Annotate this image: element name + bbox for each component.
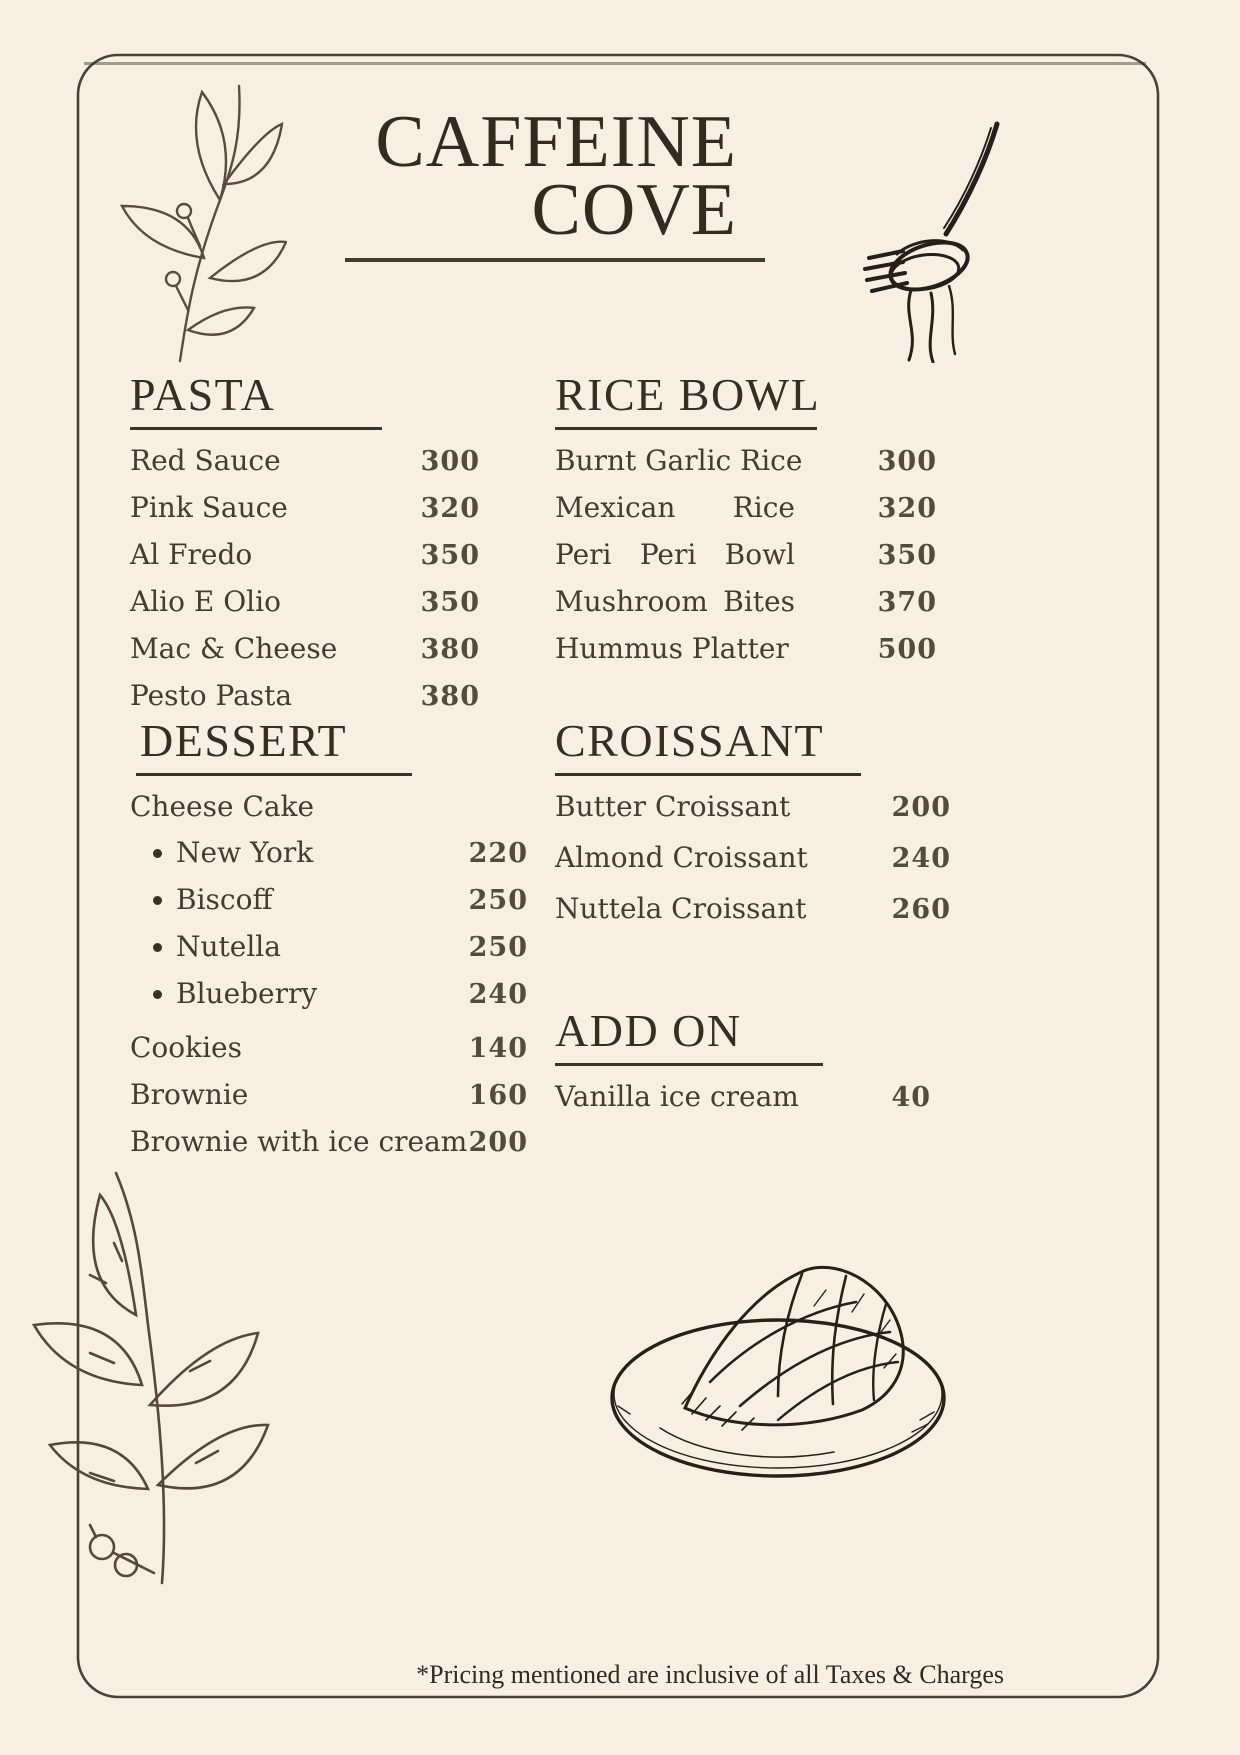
menu-item-label: New York bbox=[176, 836, 314, 869]
title-line-1: CAFFEINE bbox=[375, 101, 737, 183]
section-add-on bbox=[555, 1005, 931, 1129]
menu-item-price: 260 bbox=[891, 894, 951, 925]
title-line-2: COVE bbox=[531, 169, 737, 252]
menu-item-price: 300 bbox=[420, 446, 480, 477]
menu-item-price: 200 bbox=[891, 792, 951, 823]
menu-item-price: 320 bbox=[420, 493, 480, 524]
menu-item-label: Red Sauce bbox=[130, 444, 281, 477]
section-underline bbox=[555, 427, 817, 430]
menu-item-row bbox=[130, 1033, 528, 1063]
menu-item-row bbox=[555, 792, 951, 822]
menu-item-row bbox=[130, 634, 480, 664]
menu-item-price: 380 bbox=[420, 681, 480, 712]
menu-item-row bbox=[130, 979, 528, 1009]
menu-item-row bbox=[555, 540, 937, 570]
leaf-branch-icon bbox=[30, 1155, 270, 1585]
menu-item-price: 250 bbox=[468, 932, 528, 963]
section-croissant bbox=[555, 715, 951, 945]
menu-item-row bbox=[555, 634, 937, 664]
page-title bbox=[335, 101, 737, 252]
menu-item-price: 350 bbox=[420, 540, 480, 571]
section-underline bbox=[130, 427, 382, 430]
menu-item-row bbox=[555, 446, 937, 476]
menu-item-row bbox=[130, 540, 480, 570]
footer-pricing-note: *Pricing mentioned are inclusive of all Taxes & Charges bbox=[416, 1660, 1004, 1689]
menu-item-label: Mac & Cheese bbox=[130, 632, 338, 665]
menu-item-price: 160 bbox=[468, 1080, 528, 1111]
menu-item-label: Cookies bbox=[130, 1031, 242, 1064]
menu-item-label: Al Fredo bbox=[130, 538, 253, 571]
menu-item-label: Mushroom Bites bbox=[555, 585, 795, 618]
menu-item-row bbox=[130, 838, 528, 868]
menu-item-label: Pink Sauce bbox=[130, 491, 288, 524]
menu-item-row bbox=[130, 885, 528, 915]
menu-item-row bbox=[555, 493, 937, 523]
menu-item-label: Butter Croissant bbox=[555, 790, 791, 823]
menu-item-price: 250 bbox=[468, 885, 528, 916]
section-items bbox=[555, 1082, 931, 1112]
menu-item-price: 500 bbox=[877, 634, 937, 665]
menu-item-price: 40 bbox=[891, 1082, 931, 1113]
menu-item-price: 380 bbox=[420, 634, 480, 665]
section-pasta bbox=[130, 369, 480, 728]
menu-item-label: Hummus Platter bbox=[555, 632, 789, 665]
section-heading: CROISSANT bbox=[555, 715, 825, 766]
menu-item-row bbox=[130, 446, 480, 476]
menu-item-row bbox=[555, 894, 951, 924]
menu-item-row bbox=[555, 587, 937, 617]
section-underline bbox=[555, 773, 861, 776]
menu-item-price: 370 bbox=[877, 587, 937, 618]
menu-item-label: Pesto Pasta bbox=[130, 679, 293, 712]
menu-item-label: Burnt Garlic Rice bbox=[555, 444, 803, 477]
menu-item-price: 350 bbox=[420, 587, 480, 618]
menu-item-label: Mexican Rice bbox=[555, 491, 795, 524]
menu-item-row bbox=[130, 1127, 528, 1157]
section-items bbox=[130, 792, 528, 1157]
menu-item-price: 200 bbox=[468, 1127, 528, 1158]
menu-item-row bbox=[130, 1080, 528, 1110]
menu-item-row bbox=[130, 792, 528, 821]
pie-slice-plate-icon bbox=[590, 1170, 960, 1490]
menu-item-price: 140 bbox=[468, 1033, 528, 1064]
menu-item-label: Nuttela Croissant bbox=[555, 892, 807, 925]
section-rice-bowl bbox=[555, 369, 937, 681]
leaf-branch-icon bbox=[92, 78, 287, 363]
menu-item-label: Brownie bbox=[130, 1078, 249, 1111]
section-items bbox=[555, 446, 937, 664]
menu-item-row bbox=[130, 587, 480, 617]
section-underline bbox=[136, 773, 412, 776]
menu-item-price: 240 bbox=[468, 979, 528, 1010]
menu-item-label: Biscoff bbox=[176, 883, 273, 916]
menu-item-label: Brownie with ice cream bbox=[130, 1125, 468, 1158]
menu-item-row bbox=[130, 932, 528, 962]
fork-spaghetti-icon bbox=[845, 118, 1015, 363]
menu-item-label: Nutella bbox=[176, 930, 281, 963]
menu-item-label: Alio E Olio bbox=[130, 585, 281, 618]
menu-item-price: 320 bbox=[877, 493, 937, 524]
section-dessert bbox=[130, 715, 528, 1174]
section-items bbox=[555, 792, 951, 924]
section-heading: DESSERT bbox=[140, 715, 348, 766]
section-heading: RICE BOWL bbox=[555, 369, 821, 420]
menu-item-label: Blueberry bbox=[176, 977, 318, 1010]
section-underline bbox=[555, 1063, 823, 1066]
menu-item-row bbox=[130, 681, 480, 711]
menu-item-label: Cheese Cake bbox=[130, 790, 315, 823]
menu-item-price: 300 bbox=[877, 446, 937, 477]
menu-item-label: Peri Peri Bowl bbox=[555, 538, 795, 571]
menu-item-row bbox=[555, 843, 951, 873]
menu-item-row bbox=[555, 1082, 931, 1112]
frame-shadow-line bbox=[84, 62, 1146, 65]
section-items bbox=[130, 446, 480, 711]
section-heading: PASTA bbox=[130, 369, 276, 420]
menu-item-label: Almond Croissant bbox=[555, 841, 808, 874]
section-heading: ADD ON bbox=[555, 1005, 742, 1056]
menu-item-label: Vanilla ice cream bbox=[555, 1080, 799, 1113]
menu-item-price: 220 bbox=[468, 838, 528, 869]
menu-item-price: 350 bbox=[877, 540, 937, 571]
title-underline bbox=[345, 258, 765, 262]
menu-item-row bbox=[130, 493, 480, 523]
menu-item-price: 240 bbox=[891, 843, 951, 874]
